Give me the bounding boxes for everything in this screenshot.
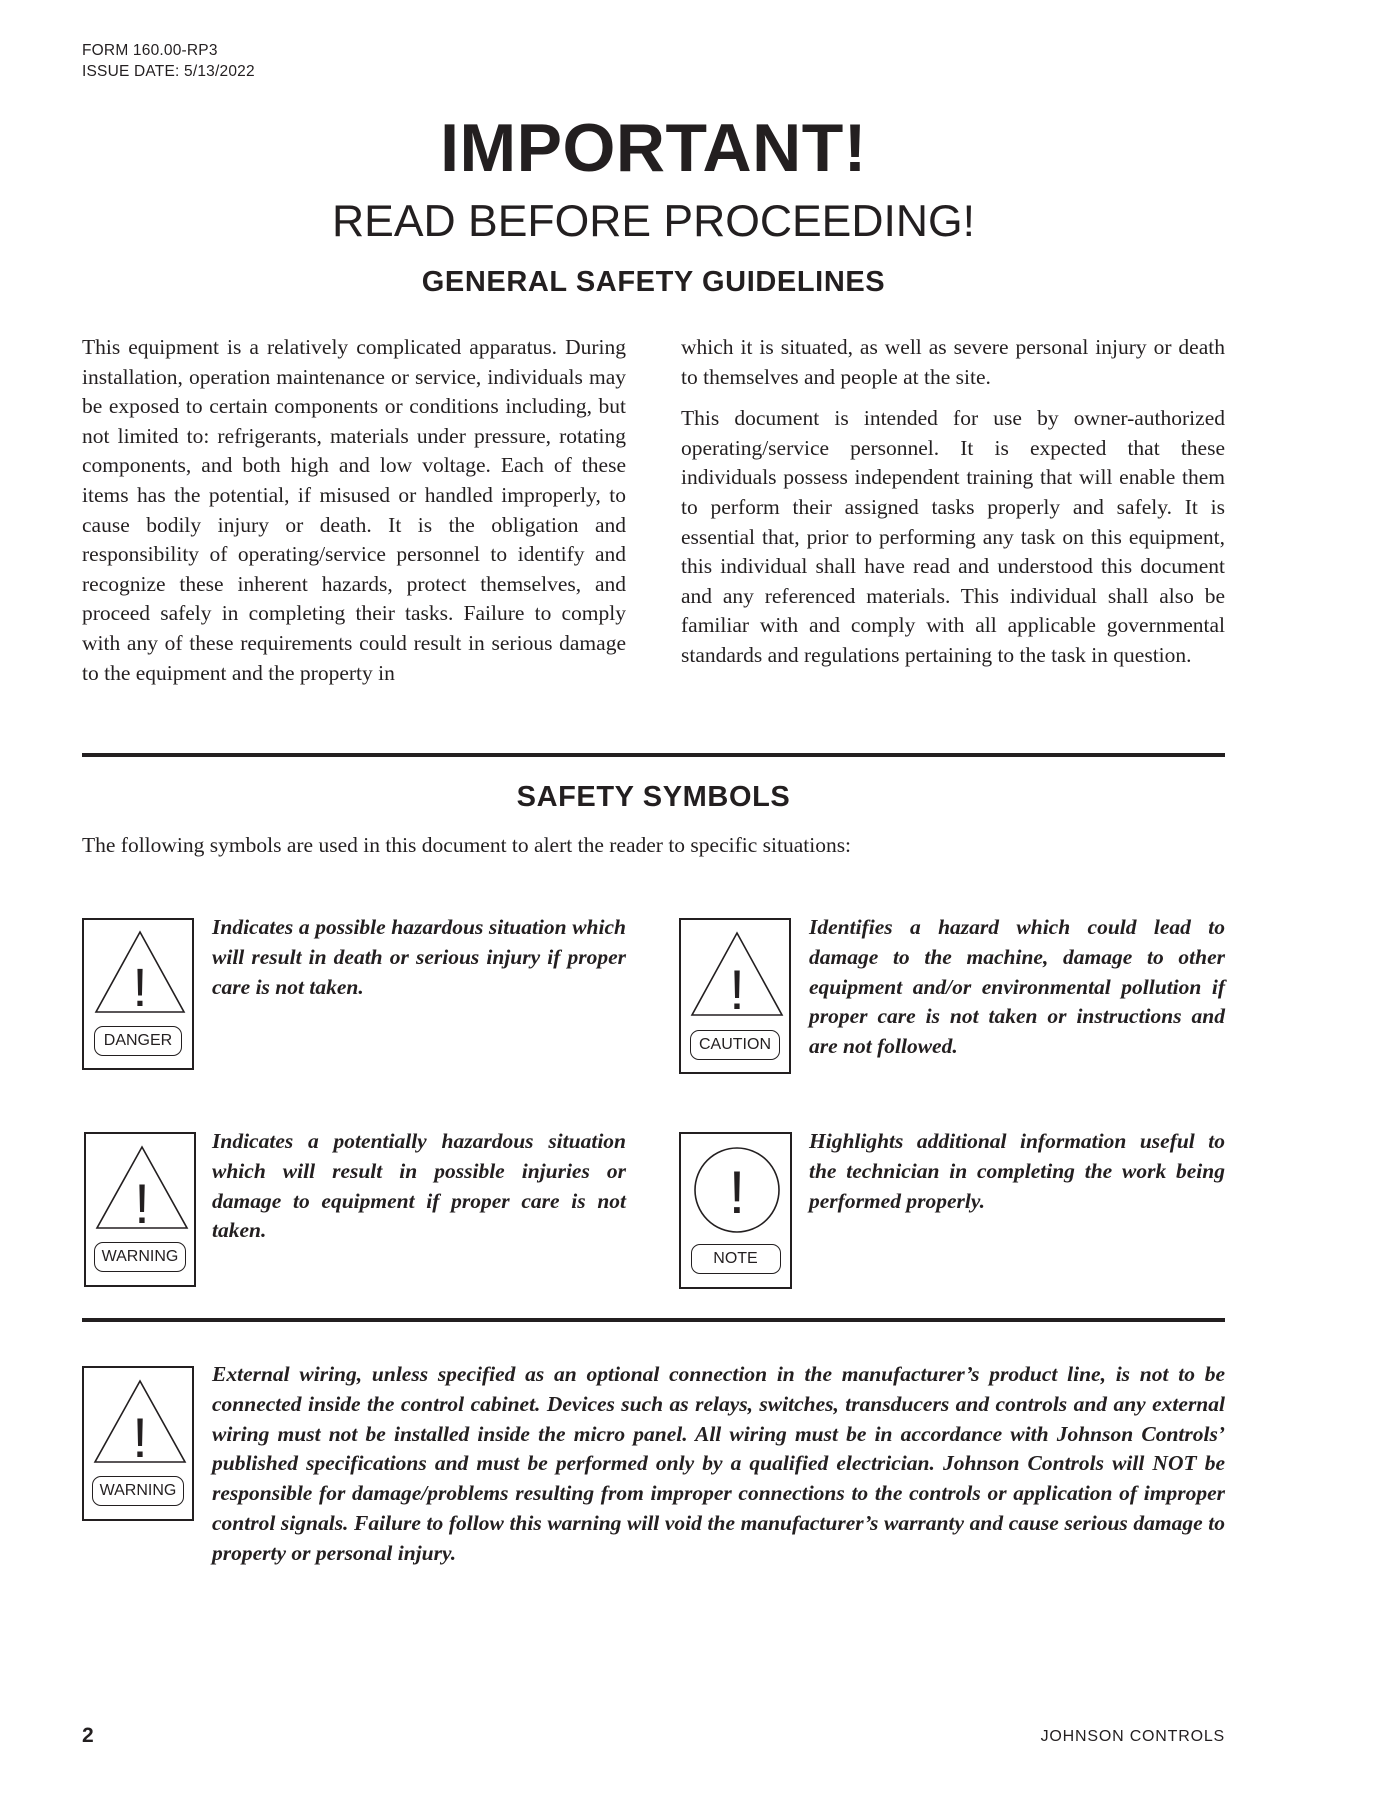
wiring-warning-description: External wiring, unless specified as an optional connection in the manufacturer’s product line, is not to be connected inside the control cabinet. Devices such as relays, switches, transducers and controls and any external wiring must not be installed inside the micro panel. All wiring must be in accordance with Johnson Controls’ published specifications and must be performed only by a qualified electrician. Johnson Controls will NOT be responsible for damage/problems resulting from improper connections to the controls or application of improper control signals. Failure to follow this warning will void the manufacturer’s warranty and cause serious damage to property or personal injury.: [212, 1362, 1225, 1565]
general-safety-paragraph: which it is situated, as well as severe personal injury or death to themselves and people at the site.: [681, 335, 1225, 389]
danger-description: Indicates a possible hazardous situation which will result in death or serious injury if proper care is not taken.: [212, 915, 626, 999]
page-subtitle: READ BEFORE PROCEEDING!: [332, 197, 975, 246]
page-number: 2: [82, 1724, 94, 1747]
note-description: Highlights additional information useful to the technician in completing the work being performed properly.: [809, 1129, 1225, 1213]
form-number: FORM 160.00-RP3: [82, 42, 218, 59]
general-safety-paragraph: This document is intended for use by owner-authorized operating/service personnel. It is expected that these individuals possess independent training that will enable them to perform their assigned tasks properly and safely. It is essential that, prior to performing any task on this equipment, this individual shall have read and understood this document and any referenced materials. This individual shall also be familiar with and comply with all applicable governmental standards and regulations pertaining to the task in question.: [681, 406, 1225, 667]
warning-description: Indicates a potentially hazardous situation which will result in possible injuries or damage to equipment if proper care is not taken.: [212, 1129, 626, 1243]
danger-symbol: [82, 918, 194, 1070]
svg-text:!: !: [132, 1406, 148, 1469]
caution-symbol: [679, 918, 791, 1074]
general-safety-left-column: [82, 333, 626, 688]
caution-description: Identifies a hazard which could lead to damage to the machine, damage to other equipment and/or environmental pollution if proper care is not taken or instructions and are not followed.: [809, 915, 1225, 1059]
general-safety-paragraph: This equipment is a relatively complicated apparatus. During installation, operation maintenance or service, individuals may be exposed to certain components or conditions including, but not limited to: refrigerants, materials under pressure, rotating components, and both high and low voltage. Each of these items has the potential, if misused or handled improperly, to cause bodily injury or death. It is the obligation and responsibility of operating/service personnel to identify and recognize these inherent hazards, protect themselves, and proceed safely in completing their tasks. Failure to comply with any of these requirements could result in serious damage to the equipment and the property in: [82, 335, 626, 685]
caution-label: CAUTION: [690, 1030, 780, 1060]
warning-symbol: [84, 1132, 196, 1287]
page-title: IMPORTANT!: [440, 110, 867, 186]
general-safety-right-column: [681, 333, 1225, 671]
svg-text:!: !: [134, 1172, 150, 1235]
issue-date: ISSUE DATE: 5/13/2022: [82, 63, 255, 80]
footer-brand: JOHNSON CONTROLS: [1040, 1728, 1225, 1745]
note-symbol: [679, 1132, 792, 1289]
safety-symbols-heading: SAFETY SYMBOLS: [516, 781, 791, 813]
section-divider: [82, 753, 1225, 757]
general-safety-heading: GENERAL SAFETY GUIDELINES: [421, 266, 886, 298]
warning-label: WARNING: [94, 1242, 186, 1272]
safety-symbols-intro: The following symbols are used in this document to alert the reader to specific situations:: [82, 833, 852, 857]
section-divider: [82, 1318, 1225, 1322]
danger-label: DANGER: [94, 1026, 182, 1056]
svg-text:!: !: [728, 1159, 746, 1226]
wiring-warning-symbol: [82, 1366, 194, 1521]
wiring-warning-label: WARNING: [92, 1476, 184, 1506]
form-header: [82, 40, 255, 82]
svg-text:!: !: [729, 958, 745, 1021]
note-label: NOTE: [691, 1244, 781, 1274]
svg-text:!: !: [132, 958, 148, 1018]
